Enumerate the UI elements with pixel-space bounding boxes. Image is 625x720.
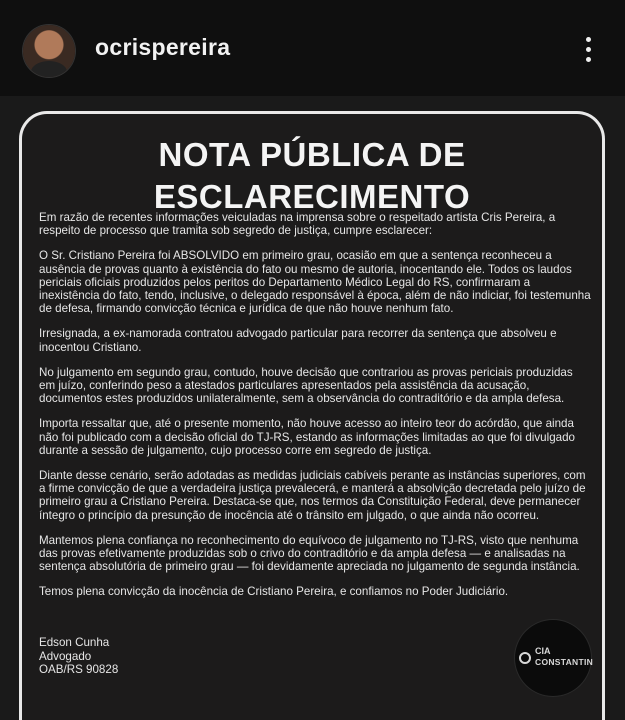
note-paragraph: Mantemos plena confiança no reconhecimento do equívoco de julgamento no TJ-RS, visto que nenhuma das provas efetivamente produzidas sob o crivo do contraditório e da ampla defesa — e analisadas na sentença absolutória de primeiro grau — foi devidamente apreciada no julgamento de segunda instância. <box>39 533 580 574</box>
note-title-line-2: ESCLARECIMENTO <box>153 178 471 215</box>
more-vertical-icon[interactable] <box>578 37 598 69</box>
note-paragraph: O Sr. Cristiano Pereira foi ABSOLVIDO em primeiro grau, ocasião em que a sentença reconheceu a ausência de provas quanto à existência do fato ou mesmo de autoria, inocentando ele. Todos os laudos periciais oficiais produzidos pelos peritos do Departamento Médico Legal do RS, confirmaram a inexistência do fato, tendo, inclusive, o delegado responsável à época, além de não indiciar, foi testemunha de defesa, firmando convicção técnica e jurídica de que não houve nenhum fato. <box>39 249 591 316</box>
note-title <box>22 134 602 218</box>
note-paragraph: Temos plena convicção da inocência de Cristiano Pereira, e confiamos no Poder Judiciário. <box>39 585 509 599</box>
signature-block <box>39 636 118 677</box>
logo-text-line-1: CIA <box>535 646 551 656</box>
note-paragraph: Em razão de recentes informações veiculadas na imprensa sobre o respeitado artista Cris Pereira, a respeito de processo que tramita sob segredo de justiça, cumpre esclarecer: <box>39 211 556 238</box>
post-header <box>0 0 625 96</box>
note-title-line-1: NOTA PÚBLICA DE <box>158 136 466 173</box>
note-body <box>39 211 591 611</box>
logo-ring-icon <box>519 652 531 664</box>
username-link[interactable]: ocrispereira <box>95 34 231 60</box>
note-paragraph: No julgamento em segundo grau, contudo, houve decisão que contrariou as provas periciais produzidas em juízo, conferindo peso a atestados particulares apresentados pela assistência da acusação, documentos estes produzidos unilateralmente, sem a observância do contraditório e da ampla defesa. <box>39 365 573 406</box>
cia-constantin-logo <box>515 620 594 696</box>
note-paragraph: Importa ressaltar que, até o presente momento, não houve acesso ao inteiro teor do acórdão, que ainda não foi publicado com a decisão oficial do TJ-RS, estando as informações limitadas ao que foi divulgado durante a sessão de julgamento, cujo processo corre em segredo de justiça. <box>39 417 575 457</box>
signature-name: Edson Cunha <box>39 636 110 649</box>
note-paragraph: Diante desse cenário, serão adotadas as medidas judiciais cabíveis perante as instâncias superiores, com a firme convicção de que a verdadeira justiça prevalecerá, e manterá a absolvição decretada pelo juízo de primeiro grau a Cristiano Pereira. Destaca-se que, nos termos da Constituição Federal, deve permanecer íntegro o princípio da presunção de inocência até o trânsito em julgado, o que ainda não ocorreu. <box>39 469 586 522</box>
profile-avatar[interactable] <box>23 25 75 77</box>
logo-text-line-2: CONSTANTIN <box>535 657 594 667</box>
signature-registration: OAB/RS 90828 <box>39 663 119 676</box>
signature-role: Advogado <box>39 649 92 663</box>
note-paragraph: Irresignada, a ex-namorada contratou advogado particular para recorrer da sentença que absolveu e inocentou Cristiano. <box>39 327 557 354</box>
post-image <box>19 111 605 720</box>
